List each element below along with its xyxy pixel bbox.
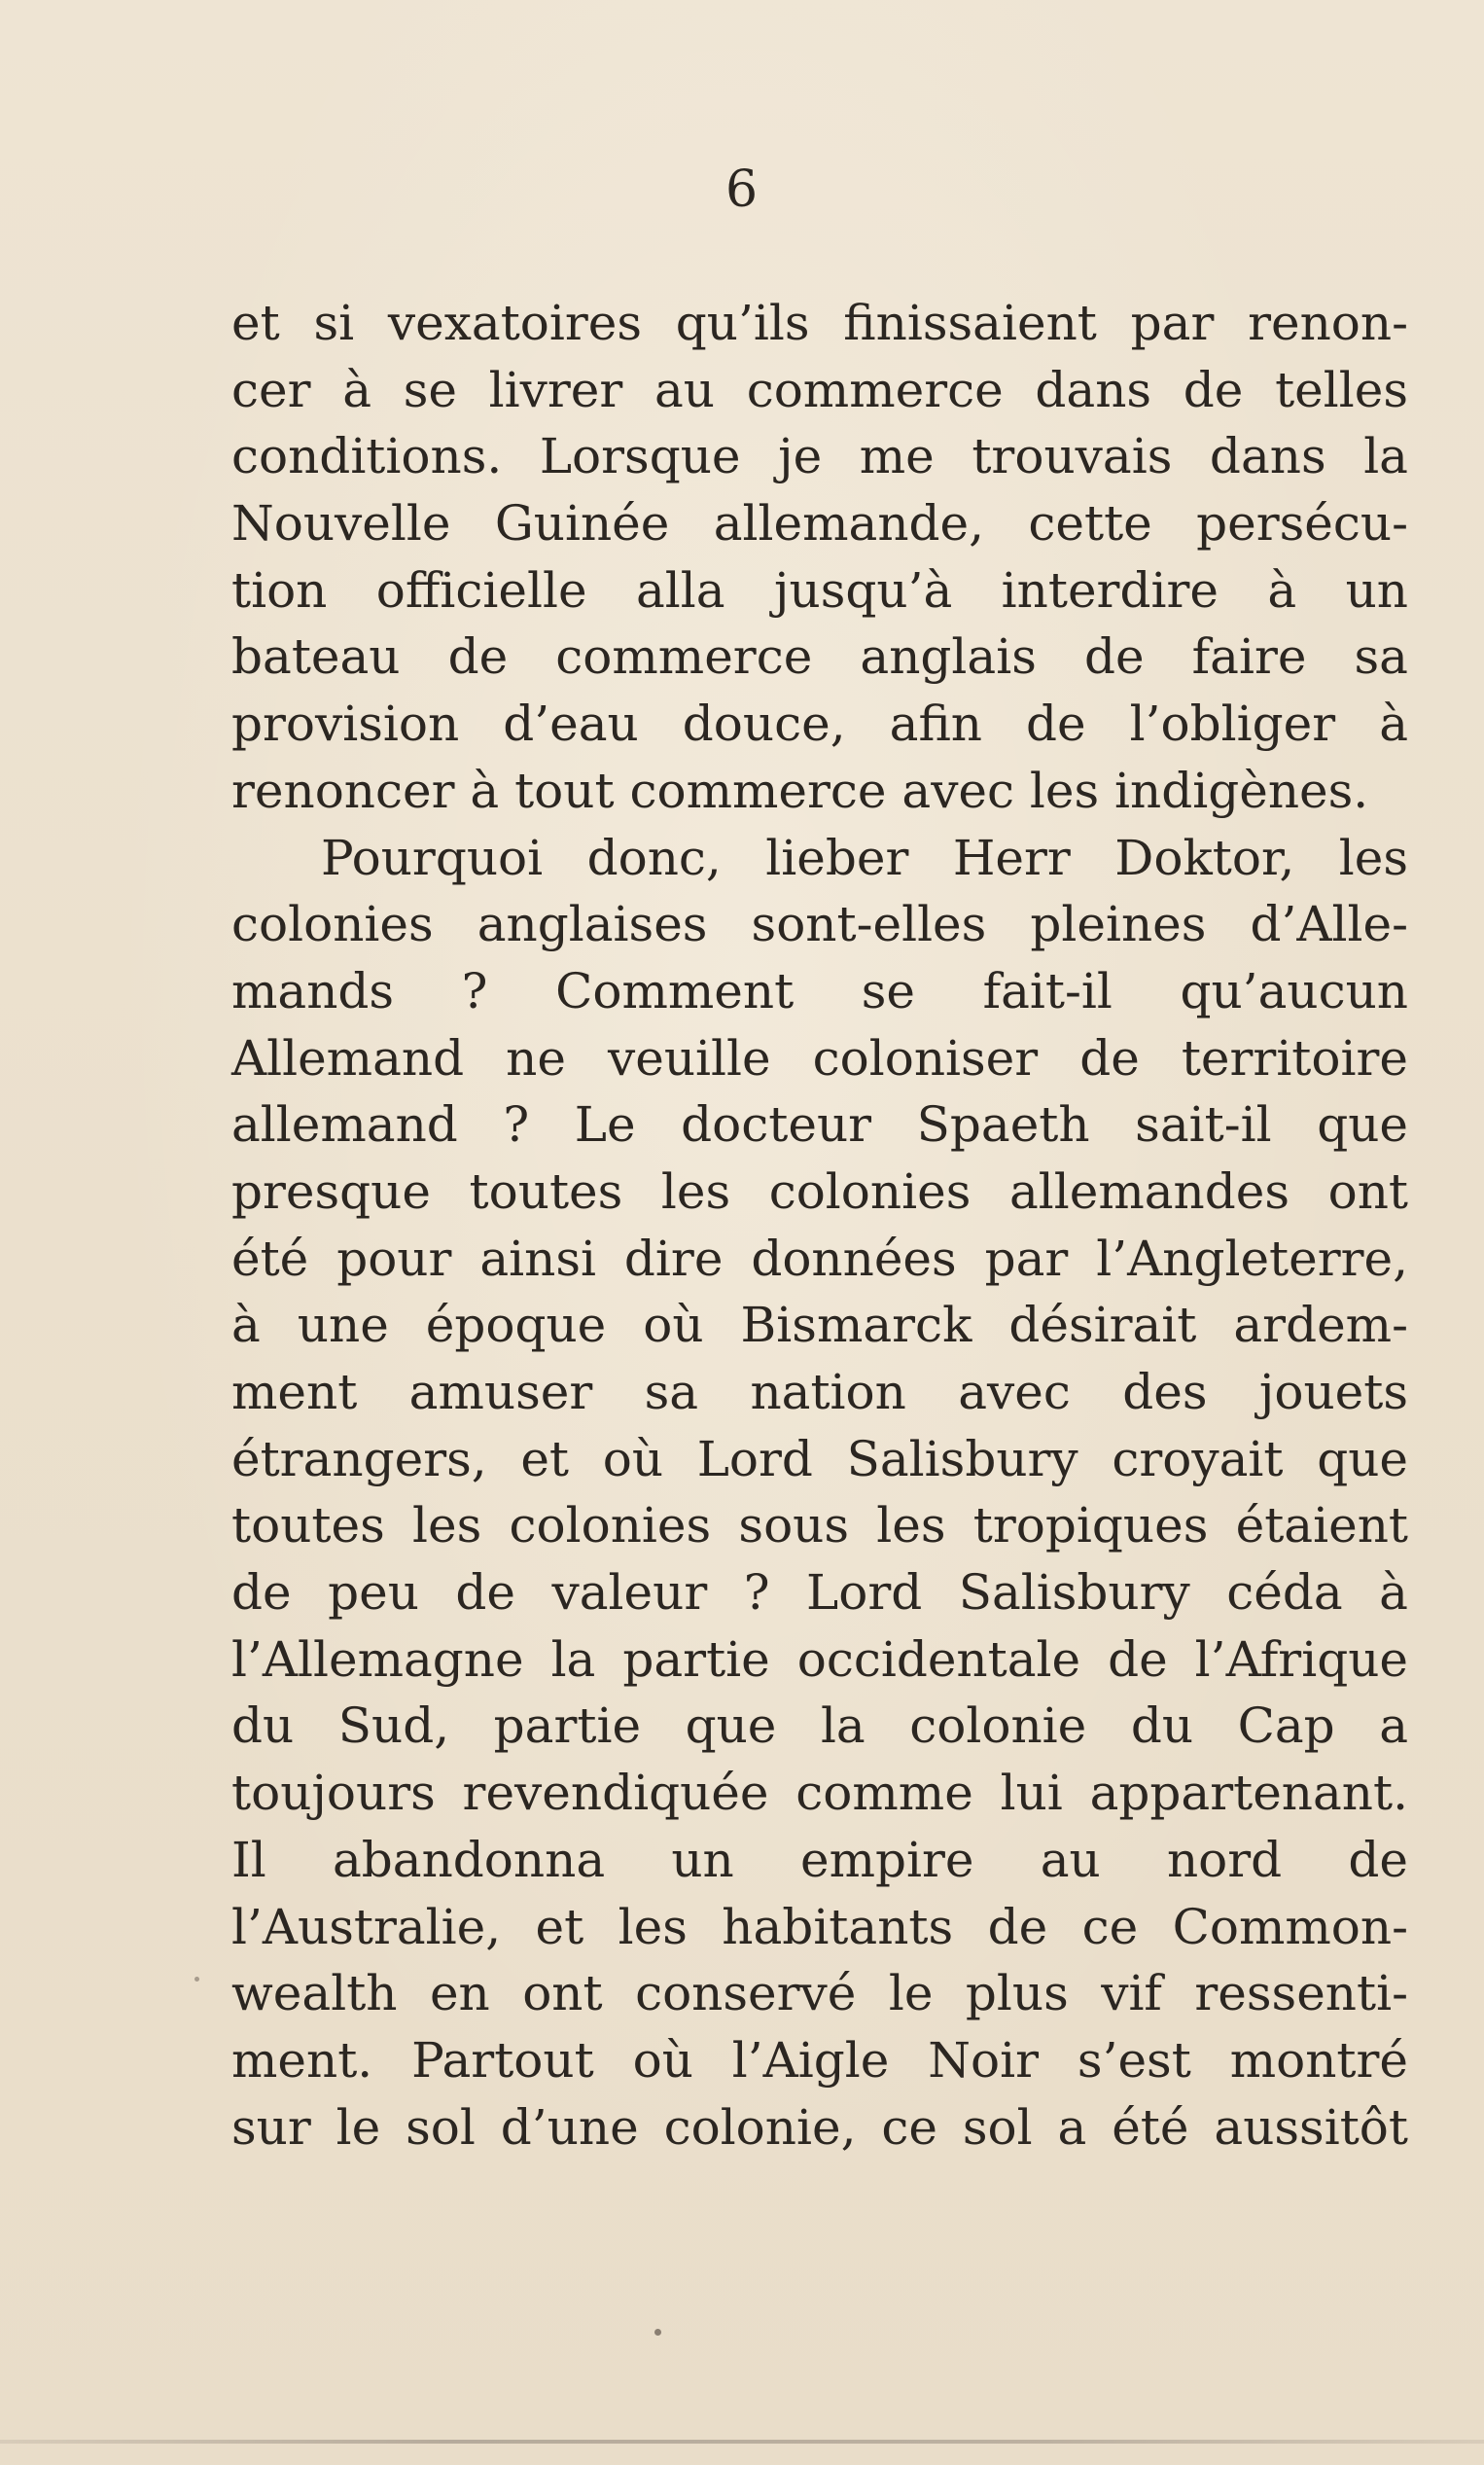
text-line: tion officielle alla jusqu’à interdire à un (231, 561, 1408, 619)
text-line: presque toutes les colonies allemandes ont (231, 1162, 1408, 1220)
text-line: provision d’eau douce, afin de l’obliger à (231, 696, 1408, 753)
text-line: Allemand ne veuille coloniser de territoire (231, 1029, 1408, 1087)
text-line: et si vexatoires qu’ils finissaient par renon- (231, 295, 1408, 351)
text-line: été pour ainsi dire données par l’Angleterre, (231, 1230, 1408, 1287)
text-line: Pourquoi donc, lieber Herr Doktor, les (321, 829, 1408, 886)
text-line: du Sud, partie que la colonie du Cap a (231, 1697, 1408, 1755)
text-line: ment amuser sa nation avec des jouets (231, 1364, 1408, 1420)
page-edge (0, 2440, 1484, 2444)
text-line: toutes les colonies sous les tropiques étaient (231, 1497, 1408, 1554)
paper-speck (194, 1977, 199, 1982)
text-line: conditions. Lorsque je me trouvais dans la (231, 428, 1408, 485)
text-line: à une époque où Bismarck désirait ardem- (231, 1297, 1408, 1354)
text-line: mands ? Comment se fait-il qu’aucun (231, 962, 1408, 1019)
text-line: wealth en ont conservé le plus vif ressenti- (231, 1965, 1408, 2022)
text-line: cer à se livrer au commerce dans de telles (231, 361, 1408, 418)
text-line: toujours revendiquée comme lui appartenant. (231, 1765, 1408, 1822)
text-line: colonies anglaises sont-elles pleines d’Alle- (231, 896, 1408, 953)
text-line: l’Allemagne la partie occidentale de l’Afrique (231, 1630, 1408, 1688)
text-line: sur le sol d’une colonie, ce sol a été aussitôt (231, 2098, 1408, 2156)
text-line: l’Australie, et les habitants de ce Common- (231, 1898, 1408, 1955)
text-line: Nouvelle Guinée allemande, cette persécu- (231, 495, 1408, 553)
text-line: étrangers, et où Lord Salisbury croyait que (231, 1430, 1408, 1487)
page-number: 6 (724, 161, 760, 219)
paper-speck (654, 2329, 661, 2336)
text-line: ment. Partout où l’Aigle Noir s’est montré (231, 2031, 1408, 2089)
body-text (231, 290, 1408, 2161)
text-line: renoncer à tout commerce avec les indigènes. (231, 762, 1369, 819)
text-line: de peu de valeur ? Lord Salisbury céda à (231, 1564, 1408, 1622)
text-line: Il abandonna un empire au nord de (231, 1831, 1408, 1888)
text-line: allemand ? Le docteur Spaeth sait-il que (231, 1096, 1408, 1154)
text-line: bateau de commerce anglais de faire sa (231, 628, 1408, 686)
